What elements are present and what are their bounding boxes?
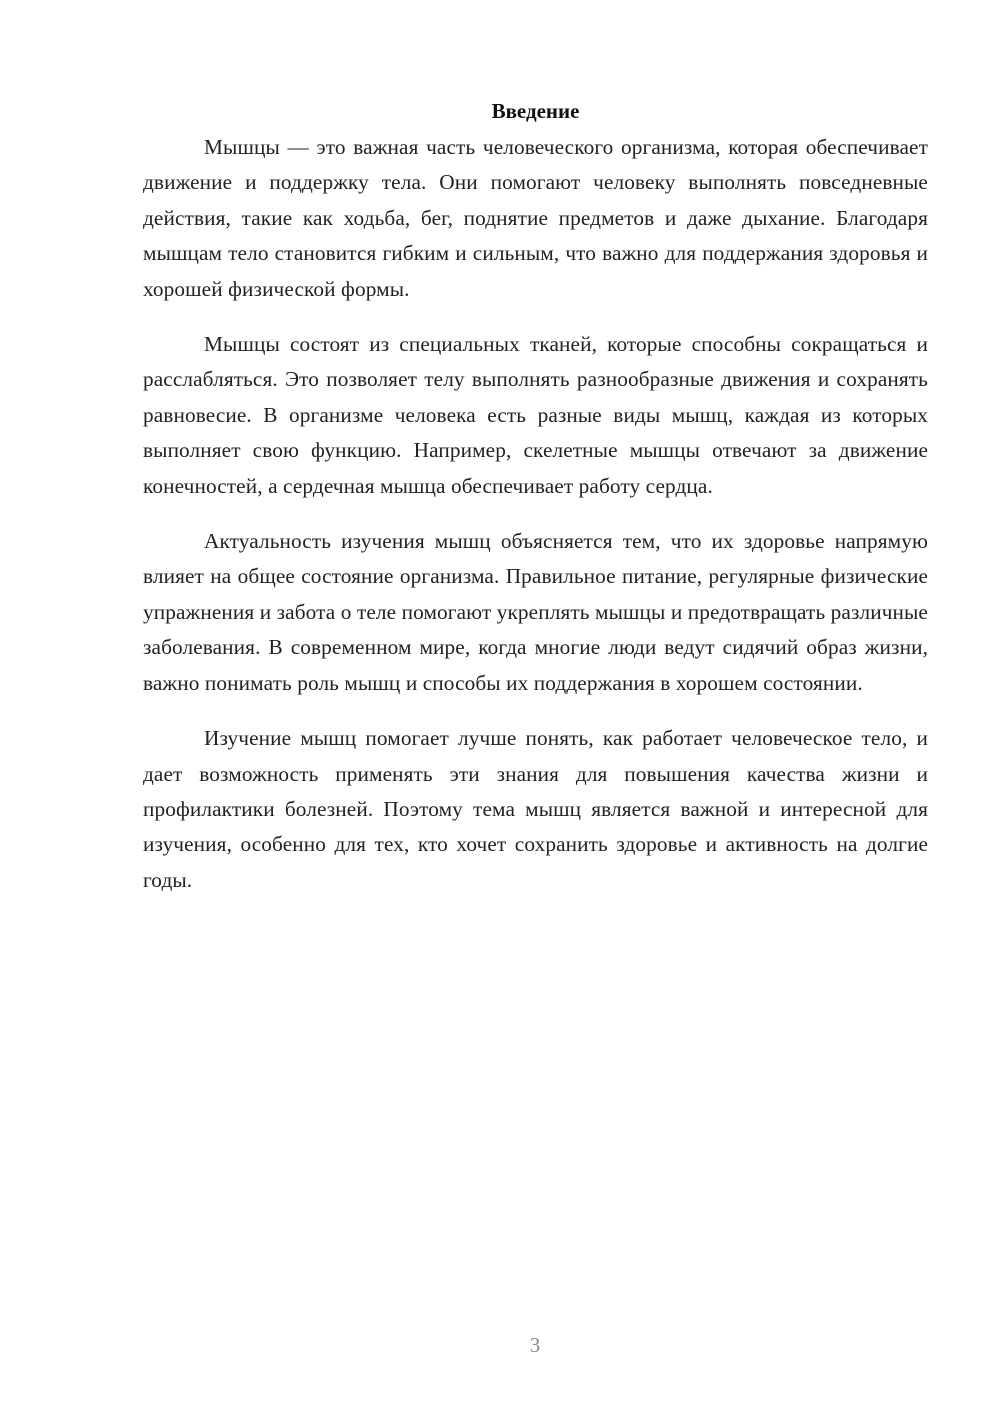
paragraph-3: Актуальность изучения мышц объясняется тем, что их здоровье напрямую влияет на общее состояние организма. Правильное питание, регулярные физические упражнения и забота о теле помогают укреплять мышцы и предотвращать различные заболевания. В современном мире, когда многие люди ведут сидячий образ жизни, важно понимать роль мышц и способы их поддержания в хорошем состоянии.: [143, 529, 928, 695]
page-number: 3: [529, 1333, 541, 1357]
page-content: [143, 96, 928, 918]
paragraph-2: Мышцы состоят из специальных тканей, которые способны сокращаться и расслабляться. Это позволяет телу выполнять разнообразные движения и сохранять равновесие. В организме человека есть разные виды мышц, каждая из которых выполняет свою функцию. Например, скелетные мышцы отвечают за движение конечностей, а сердечная мышца обеспечивает работу сердца.: [143, 332, 928, 498]
paragraph-4: Изучение мышц помогает лучше понять, как работает человеческое тело, и дает возможность применять эти знания для повышения качества жизни и профилактики болезней. Поэтому тема мышц является важной и интересной для изучения, особенно для тех, кто хочет сохранить здоровье и активность на долгие годы.: [143, 726, 928, 892]
paragraph-1: Мышцы — это важная часть человеческого организма, которая обеспечивает движение и поддержку тела. Они помогают человеку выполнять повседневные действия, такие как ходьба, бег, поднятие предметов и даже дыхание. Благодаря мышцам тело становится гибким и сильным, что важно для поддержания здоровья и хорошей физической формы.: [143, 135, 928, 301]
section-heading: Введение: [491, 99, 580, 123]
